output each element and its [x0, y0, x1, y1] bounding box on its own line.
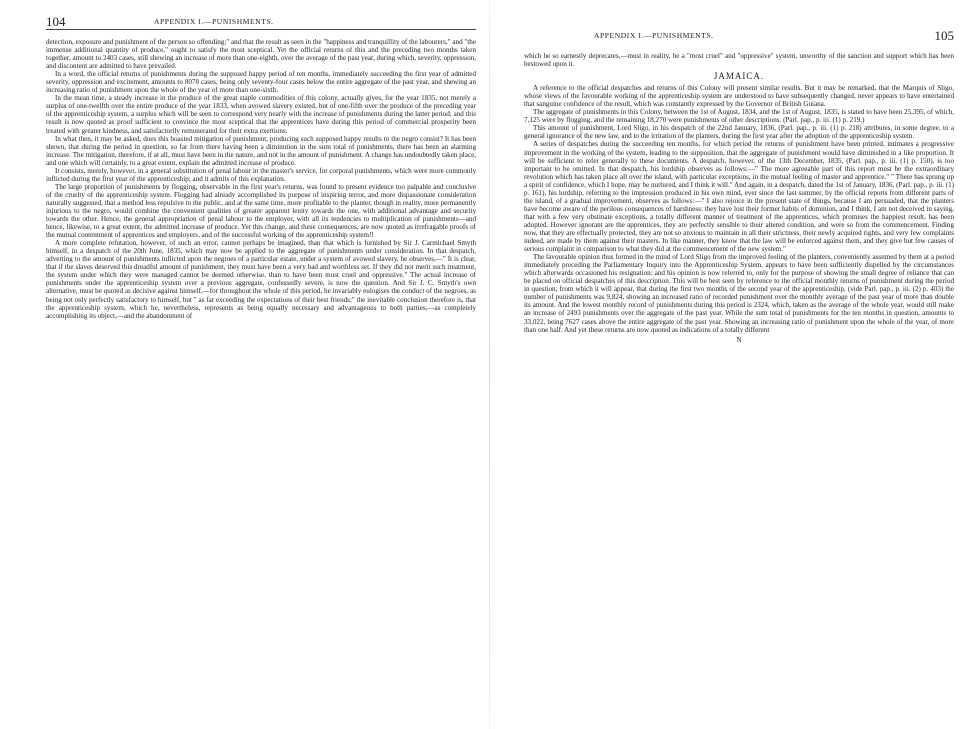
right-header [524, 28, 954, 44]
right-body-text [524, 52, 954, 344]
running-title: APPENDIX I.—PUNISHMENTS. [154, 17, 274, 26]
right-page [490, 0, 980, 729]
signature-mark: N [736, 335, 742, 344]
paragraph: In a word, the official returns of punishments during the supposed happy period of ten months, immediately succeeding the first year of admitted severity, oppression and excitement, amounts to 8078 cases, being only seventy-four cases below the entire aggregate of the past year, and shewing an increasing ratio of punishment upon the whole of the year of more than one-sixth. [46, 70, 476, 95]
left-body-text [46, 38, 476, 320]
paragraph: A more complete refutation, however, of such an error, cannot perhaps be imagined, than that which is furnished by Sir J. Carmichael Smyth himself, in a despatch of the 20th June, 1835, which may now be applied to the aggregate of punishments under consideration. In that despatch, adverting to the amount of punishments inflicted upon the negroes of a particular estate, under a system of avowed slavery, he observes,—" It is clear, that if the slaves deserved this dreadful amount of punishment, they must have been a very bad and worthless set. If they did not merit such treatment, the system under which they were managed cannot be deemed otherwise, than to have been most cruel and oppressive." The actual increase of punishments under the apprenticeship system over a previous aggregate, confessedly severe, is now the question. And Sir J. C. Smyth's own alternative, must be quoted as decisive against himself,—for throughout the whole of this period, he invariably eulogises the conduct of the negroes, as being not only perfectly satisfactory to himself, but " as far exceeding the expectations of their best friends;" the inevitable conclusion therefore is, that the apprenticeship system, which he, nevertheless, represents as being equally necessary and advantageous to both parties,—as completely accomplishing its object,—and the abandonment of [46, 239, 476, 320]
section-heading: JAMAICA. [713, 71, 765, 82]
paragraph: It consists, merely, however, in a general substitution of penal labour in the master's service, for corporal punishments, which were more commonly inflicted during the first year of the apprenticeship; and it admits of this explanation. [46, 166, 476, 183]
paragraph: The favourable opinion thus formed in the mind of Lord Sligo from the improved feeling of the planters, conveniently assumed by them at a period immediately preceding the Parliamentary Inquiry into the Apprenticeship System, appears to have been sufficiently dispelled by the circumstances which afterwards occasioned his resignation: and his opinion is now referred to, only for the purpose of showing the small degree of reliance that can be placed on official despatches of this description. This will be best seen by reference to the official monthly returns of punishment during the period in question; from which it will appear, that during the first two months of the second year of the apprenticeship, (vide Parl. pap., p. iii. (2) p. 403) the number of punishments was 9,824, showing an increased ratio of recorded punishment over the monthly average of the past year of more than double its amount. And the lowest monthly record of punishments during this period is 2324, which, taken as the average of the whole year, would still make an increase of 2493 punishments over the aggregate of the past year. While the sum total of punishments for the ten months in question, amounts to 33,022, being 7627 cases above the entire aggregate of the past year. Showing an increasing ratio of punishment upon the whole of the year, of more than one half. And yet these returns are now quoted as indications of a totally different [524, 253, 954, 334]
page-number: 104 [46, 14, 66, 29]
paragraph: The aggregate of punishments in this Colony, between the 1st of August, 1834, and the 1st of August, 1835, is stated to have been 25,395, of which, 7,125 were by flogging, and the remaining 18,270 were punishments of other descriptions. (Parl. pap., p. iii. (1) p. 219.) [524, 108, 954, 125]
paragraph: In the mean time, a steady increase in the produce of the great staple commodities of this colony, actually gives, for the year 1835, not merely a surplus of one-twelfth over the entire produce of the year 1833, when avowed slavery existed, but of one-fifth over the produce of the preceding year of the apprenticeship system, a surplus which will be seen to correspond very nearly with the increase of punishments during the latter period; and this result is now quoted as proof sufficient to convince the most sceptical that the apprentices have during this period of commercial prosperity been treated with greater kindness, and satisfactorily remunerated for their extra exertions. [46, 94, 476, 135]
paragraph: This amount of punishment, Lord Sligo, in his despatch of the 22nd January, 1836, (Parl. pap., p. iii. (1) p. 218) attributes, in some degree, to a general ignorance of the new law, and to the irritation of the planters, during the first year after the adoption of the apprenticeship system. [524, 124, 954, 141]
left-header [46, 14, 476, 30]
page-number: 105 [934, 28, 954, 43]
paragraph: A reference to the official despatches and returns of this Colony will present similar results. But it may be remarked, that the Marquis of Sligo, whose views of the favourable working of the apprenticeship system are understood to have subsequently changed, never appears to have entertained that sanguine confidence of the result, which was constantly expressed by the Governor of British Guiana. [524, 84, 954, 109]
header-rule [46, 29, 476, 30]
opening-paragraph: which he so earnestly deprecates,—must in reality, be a "most cruel" and "oppressive" system, unworthy of the sanction and support which has been bestowed upon it. [524, 52, 954, 69]
paragraph: detection, exposure and punishment of the person so offending;" and that the result as seen in the "happiness and tranquillity of the labourers," and "the immense additional quantity of produce," ought to satisfy the most sceptical. Yet the official returns of this and the preceding two months taken together, amount to 2403 cases, still shewing an increase of more than one-eighth, over the average of the past year, during which, severity, oppression, and discontent are admitted to have prevailed. [46, 38, 476, 71]
paragraph: The large proportion of punishments by flogging, observable in the first year's returns, was found to present evidence too palpable and conclusive of the cruelty of the apprenticeship system. Flogging had already accomplished its purpose of inspiring terror, and more dispassionate consideration naturally suggested, that a method less repulsive to the public, and at the same time, more profitable to the planter, though in reality, more permanently injurious to the negro, would combine the convenient qualities of greater apparent lenity towards the one, with additional advantage and security towards the other. Hence, the general appropriation of penal labour to the employer, with all its tendencies to multiplication of punishments—and hence, likewise, to a great extent, the admitted increase of produce. Yet this change, and these consequences, are now quoted as irrefragable proofs of the mutual contentment of apprentices and employers, and of the successful working of the apprenticeship system!! [46, 182, 476, 240]
paragraph: A series of despatches during the succeeding ten months, for which period the returns of punishment have been printed, intimates a progressive improvement in the working of the system, leading to the supposition, that the aggregate of punishment would have diminished in a like proportion. It will be sufficient to refer generally to these documents. A despatch, however, of the 13th December, 1835, (Parl. pap., p. iii. (1) p. 150), is too important to be omitted. In that despatch, his lordship observes as follows:—" The more agreeable part of this report must be the extraordinary revolution which has taken place all over the island, with particular exceptions, in the mutual feeling of master and apprentice." " There has sprung up a spirit of confidence, which I hope, may be nurtured, and I think it will." And again, in a despatch, dated the 1st of January, 1836, (Parl. pap., p. iii. (1) p. 161), his lordship, referring to the impression produced in his own mind, ever since the last summer, by the official reports from different parts of the island, of a gradual improvement, observes as follows:—" I also rejoice in the present state of things, because I am persuaded, that the planters have become aware of the perilous consequences of harshness: they have lost their former habits of dominion, and I think, I am not deceived in saying, that with a few very obstinate exceptions, a totally different manner of treatment of the apprentices, which promises the happiest result, has been adopted. However ignorant are the apprentices, they are perfectly sensible to their altered condition, and were so from the commencement. Finding now, that they are effectually protected, they are not so anxious to maintain in all their strictness, their newly acquired rights, and very few complaints indeed, are made by them against their masters. In like manner, they know that the law will be enforced against them, and they give but few causes of serious complaint in comparison to what they did at the commencement of the new system." [524, 140, 954, 254]
running-title: APPENDIX I.—PUNISHMENTS. [594, 31, 714, 40]
paragraph: In what then, it may be asked, does this boasted mitigation of punishment, producing such supposed happy results to the negro consist? It has been shewn, that during the period in question, so far from there having been a diminution in the sum total of punishments, there has been an alarming increase. The mitigation, therefore, if at all, must have been in the nature, and not in the amount of punishment. A change has undoubtedly taken place, and one which will certainly, to a great extent, explain the admitted increase of produce. [46, 134, 476, 167]
